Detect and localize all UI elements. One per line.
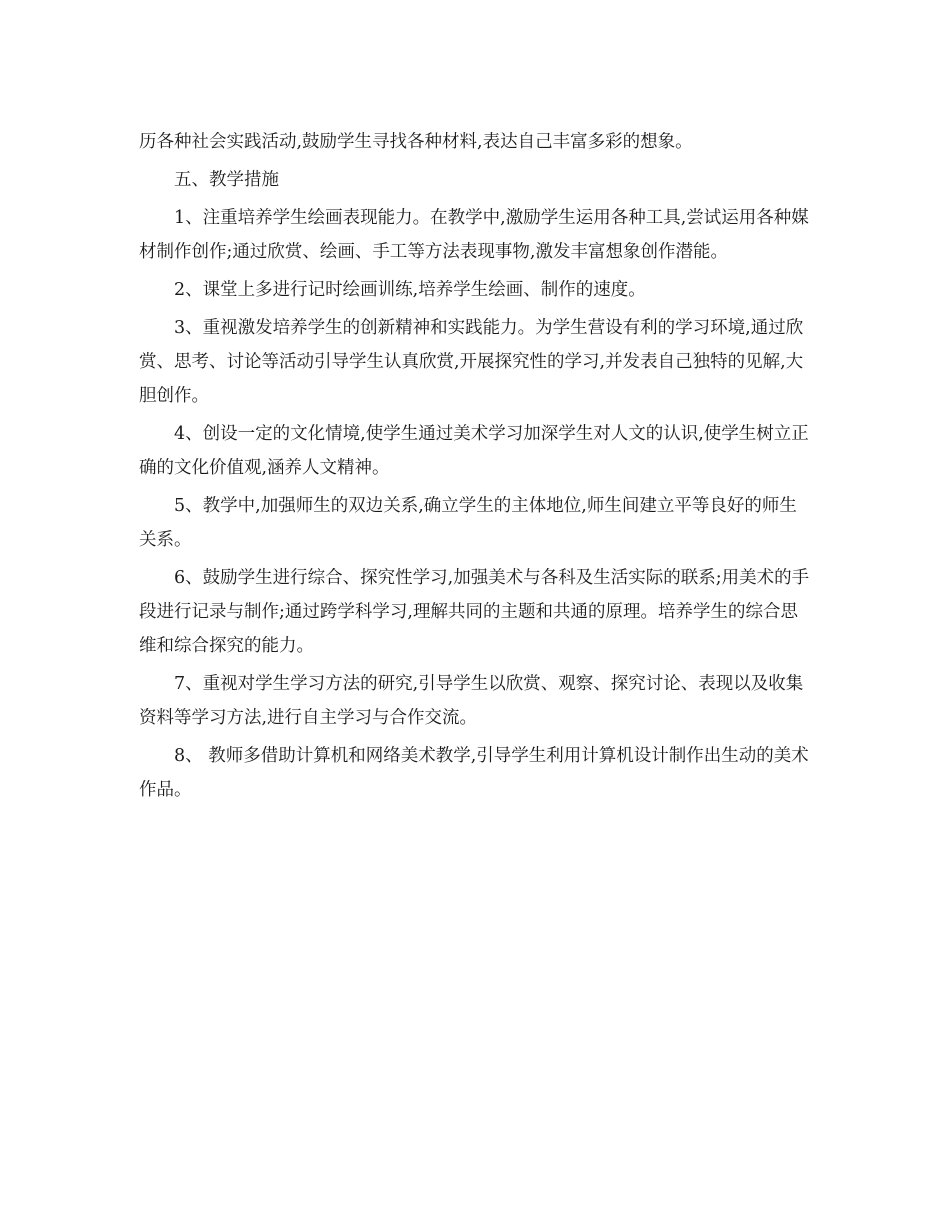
- section-heading-teaching-measures: 五、教学措施: [174, 170, 279, 190]
- document-body: [139, 125, 814, 811]
- list-item-8: 8、 教师多借助计算机和网络美术教学,引导学生利用计算机设计制作出生动的美术作品。: [139, 746, 809, 800]
- list-item-2: 2、课堂上多进行记时绘画训练,培养学生绘画、制作的速度。: [174, 280, 646, 300]
- list-item-5: 5、教学中,加强师生的双边关系,确立学生的主体地位,师生间建立平等良好的师生关系。: [139, 496, 797, 550]
- list-item-4: 4、创设一定的文化情境,使学生通过美术学习加深学生对人文的认识,使学生树立正确的文化价值观,涵养人文精神。: [139, 424, 809, 478]
- list-item-7: 7、重视对学生学习方法的研究,引导学生以欣赏、观察、探究讨论、表现以及收集资料等学习方法,进行自主学习与合作交流。: [139, 674, 804, 728]
- list-item-1: 1、注重培养学生绘画表现能力。在教学中,激励学生运用各种工具,尝试运用各种媒材制作创作;通过欣赏、绘画、手工等方法表现事物,激发丰富想象创作潜能。: [139, 208, 809, 262]
- list-item-6: 6、鼓励学生进行综合、探究性学习,加强美术与各科及生活实际的联系;用美术的手段进行记录与制作;通过跨学科学习,理解共同的主题和共通的原理。培养学生的综合思维和综合探究的能力。: [139, 568, 810, 656]
- list-item-3: 3、重视激发培养学生的创新精神和实践能力。为学生营设有利的学习环境,通过欣赏、思考、讨论等活动引导学生认真欣赏,开展探究性的学习,并发表自己独特的见解,大胆创作。: [139, 318, 804, 406]
- paragraph-continuation: 历各种社会实践活动,鼓励学生寻找各种材料,表达自己丰富多彩的想象。: [139, 132, 693, 152]
